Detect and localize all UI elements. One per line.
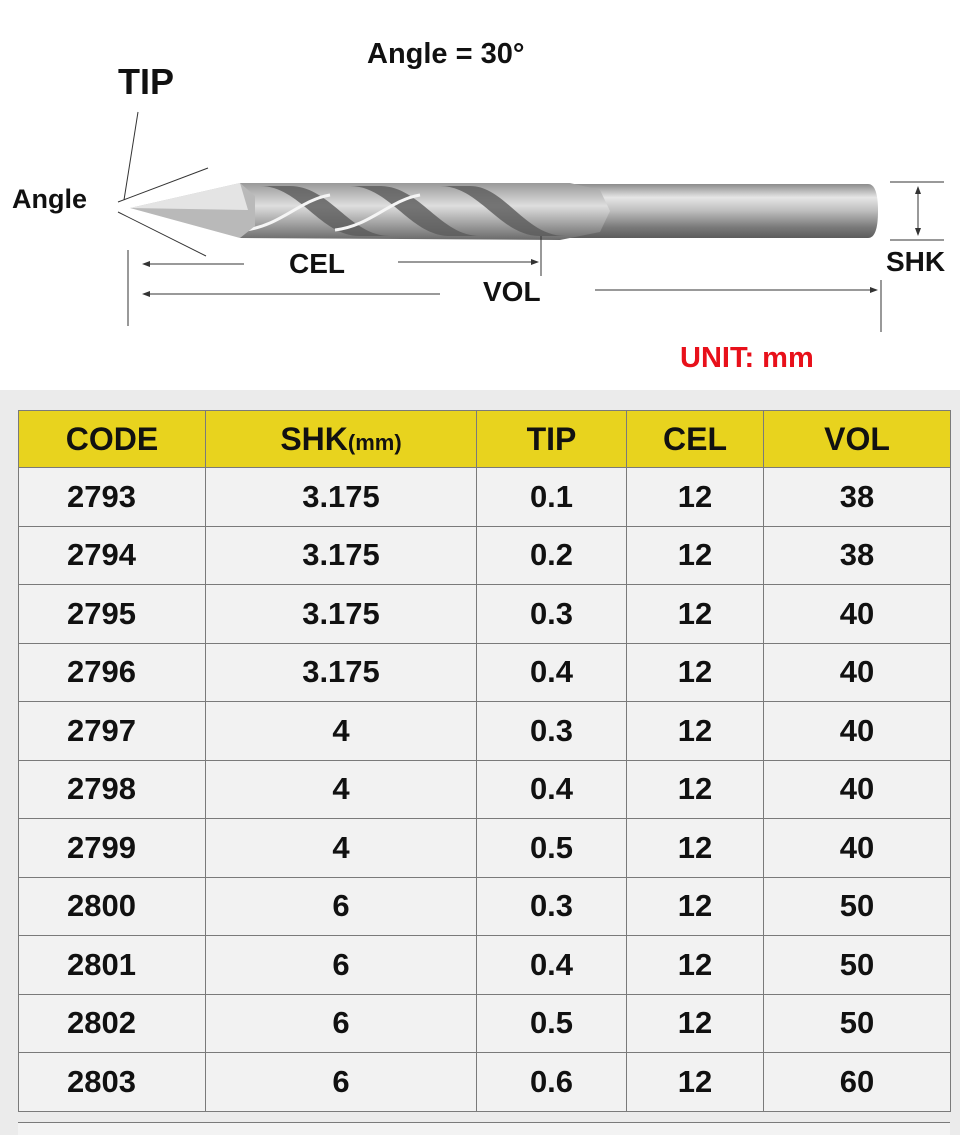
shk-cell: 4 — [206, 819, 477, 878]
tool-diagram — [0, 0, 960, 390]
cel-cell: 12 — [627, 936, 764, 995]
code-cell: 2793 — [19, 468, 206, 527]
spec-table-section — [0, 390, 960, 1134]
shk-cell: 3.175 — [206, 468, 477, 527]
angle-title: Angle = 30° — [367, 38, 525, 70]
code-cell: 2796 — [19, 643, 206, 702]
table-row — [19, 760, 951, 819]
shk-cell: 6 — [206, 936, 477, 995]
tip-cell: 0.6 — [477, 1053, 627, 1112]
cel-cell: 12 — [627, 643, 764, 702]
table-row — [19, 1053, 951, 1112]
table-row — [19, 585, 951, 644]
header-shk — [206, 411, 477, 468]
tip-cell: 0.4 — [477, 936, 627, 995]
cel-label: CEL — [289, 248, 345, 279]
tip-cell: 0.4 — [477, 760, 627, 819]
cel-cell: 12 — [627, 819, 764, 878]
cel-cell: 12 — [627, 994, 764, 1053]
cel-cell: 12 — [627, 585, 764, 644]
vol-cell: 38 — [764, 468, 951, 527]
vol-cell: 40 — [764, 643, 951, 702]
shk-cell: 4 — [206, 760, 477, 819]
vol-cell: 40 — [764, 585, 951, 644]
shk-cell: 3.175 — [206, 643, 477, 702]
tip-cell: 0.5 — [477, 819, 627, 878]
tip-cell: 0.1 — [477, 468, 627, 527]
shk-cell: 4 — [206, 702, 477, 761]
header-cel: CEL — [627, 411, 764, 468]
table-row — [19, 526, 951, 585]
tip-cell: 0.3 — [477, 702, 627, 761]
header-shk-label: SHK — [280, 420, 348, 457]
header-code: CODE — [19, 411, 206, 468]
table-row — [19, 936, 951, 995]
unit-label: UNIT: mm — [680, 342, 814, 374]
cel-cell: 12 — [627, 1053, 764, 1112]
cel-cell: 12 — [627, 877, 764, 936]
angle-label: Angle — [12, 184, 88, 214]
vol-cell: 60 — [764, 1053, 951, 1112]
header-tip: TIP — [477, 411, 627, 468]
shk-cell: 6 — [206, 1053, 477, 1112]
vol-cell: 38 — [764, 526, 951, 585]
tip-cell: 0.3 — [477, 877, 627, 936]
shk-cell: 6 — [206, 877, 477, 936]
code-cell: 2798 — [19, 760, 206, 819]
code-cell: 2800 — [19, 877, 206, 936]
tip-cell: 0.4 — [477, 643, 627, 702]
table-row — [19, 819, 951, 878]
header-shk-unit: (mm) — [347, 429, 402, 455]
vol-cell: 50 — [764, 994, 951, 1053]
cel-cell: 12 — [627, 526, 764, 585]
tip-cell: 0.3 — [477, 585, 627, 644]
table-row — [19, 877, 951, 936]
code-cell: 2802 — [19, 994, 206, 1053]
vol-cell: 40 — [764, 819, 951, 878]
shk-cell: 6 — [206, 994, 477, 1053]
shk-label: SHK — [886, 246, 946, 277]
table-row — [19, 994, 951, 1053]
cel-cell: 12 — [627, 468, 764, 527]
tip-cell: 0.2 — [477, 526, 627, 585]
shk-cell: 3.175 — [206, 526, 477, 585]
shk-cell: 3.175 — [206, 585, 477, 644]
table-row — [19, 643, 951, 702]
cel-cell: 12 — [627, 760, 764, 819]
spec-table — [18, 410, 951, 1112]
code-cell: 2795 — [19, 585, 206, 644]
header-vol: VOL — [764, 411, 951, 468]
vol-cell: 40 — [764, 760, 951, 819]
tip-label: TIP — [118, 61, 175, 102]
cel-cell: 12 — [627, 702, 764, 761]
tip-cell: 0.5 — [477, 994, 627, 1053]
vol-cell: 40 — [764, 702, 951, 761]
code-cell: 2794 — [19, 526, 206, 585]
table-row — [19, 702, 951, 761]
code-cell: 2799 — [19, 819, 206, 878]
vol-cell: 50 — [764, 877, 951, 936]
table-header-row — [19, 411, 951, 468]
code-cell: 2801 — [19, 936, 206, 995]
vol-label: VOL — [483, 276, 541, 307]
table-row — [19, 468, 951, 527]
vol-cell: 50 — [764, 936, 951, 995]
code-cell: 2803 — [19, 1053, 206, 1112]
table-bottom-edge — [18, 1122, 950, 1135]
code-cell: 2797 — [19, 702, 206, 761]
